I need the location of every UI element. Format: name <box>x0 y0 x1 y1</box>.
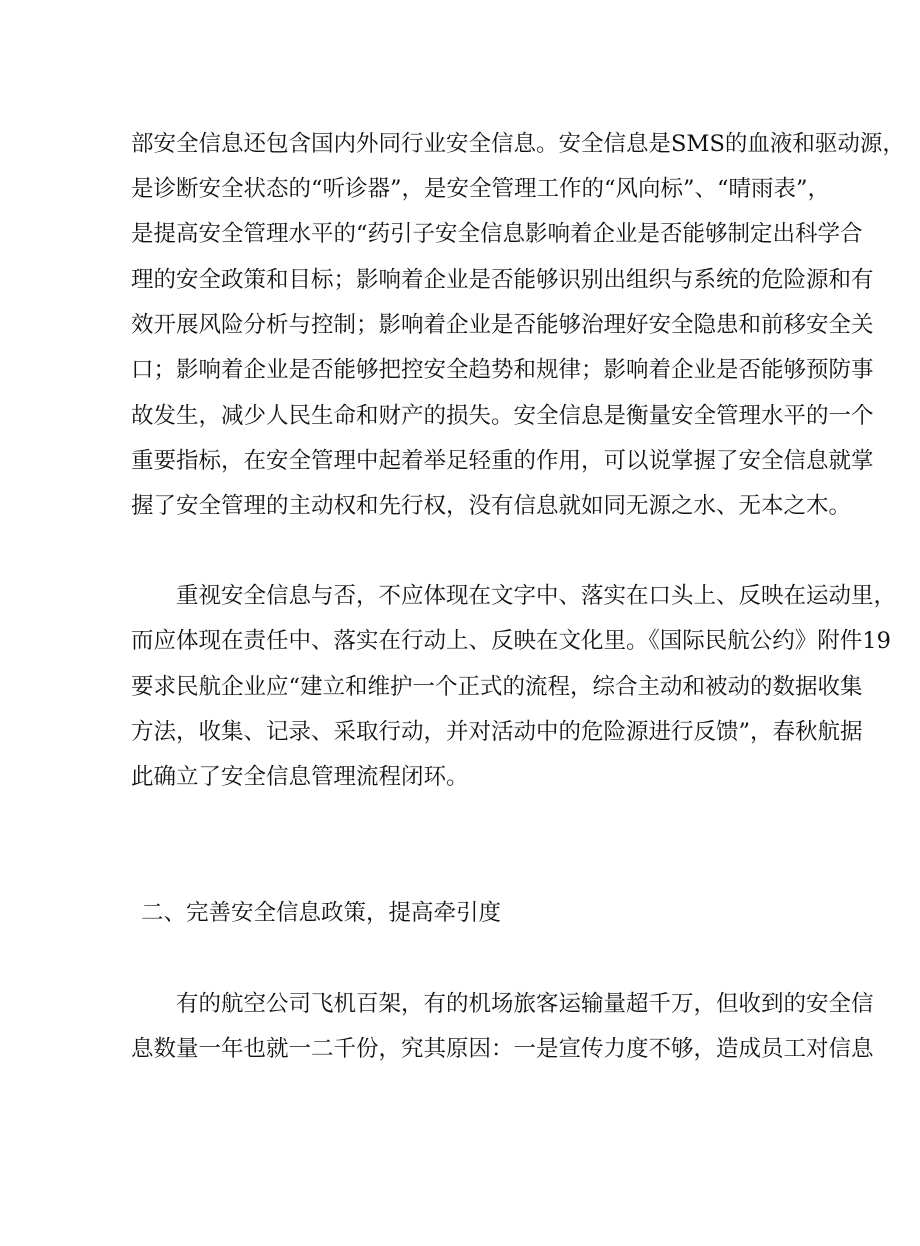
paragraph-line: 理的安全政策和目标；影响着企业是否能够识别出组织与系统的危险源和有 <box>131 267 874 293</box>
paragraph-line: 效开展风险分析与控制；影响着企业是否能够治理好安全隐患和前移安全关 <box>131 312 874 338</box>
paragraph-line: 是诊断安全状态的“听诊器”，是安全管理工作的“风向标”、“晴雨表”， <box>131 176 831 202</box>
paragraph-line: 方法，收集、记录、采取行动，并对活动中的危险源进行反馈”，春秋航据 <box>131 719 863 745</box>
paragraph-line: 息数量一年也就一二千份，究其原因：一是宣传力度不够，造成员工对信息 <box>131 1036 874 1062</box>
paragraph-line: 故发生，减少人民生命和财产的损失。安全信息是衡量安全管理水平的一个 <box>131 403 874 429</box>
paragraph-line: 是提高安全管理水平的“药引子安全信息影响着企业是否能够制定出科学合 <box>131 221 863 247</box>
paragraph-line: 有的航空公司飞机百架，有的机场旅客运输量超千万，但收到的安全信 <box>176 991 874 1017</box>
paragraph-line: 重视安全信息与否，不应体现在文字中、落实在口头上、反映在运动里， <box>176 583 897 609</box>
section-heading: 二、完善安全信息政策，提高牵引度 <box>141 900 502 926</box>
paragraph-line: 要求民航企业应“建立和维护一个正式的流程，综合主动和被动的数据收集 <box>131 674 863 700</box>
paragraph-line: 握了安全管理的主动权和先行权，没有信息就如同无源之水、无本之木。 <box>131 493 852 519</box>
paragraph-line: 此确立了安全信息管理流程闭环。 <box>131 764 469 790</box>
paragraph-line: 部安全信息还包含国内外同行业安全信息。安全信息是SMS的血液和驱动源， <box>131 131 905 157</box>
paragraph-line: 重要指标，在安全管理中起着举足轻重的作用，可以说掌握了安全信息就掌 <box>131 448 874 474</box>
paragraph-line: 口；影响着企业是否能够把控安全趋势和规律；影响着企业是否能够预防事 <box>131 357 874 383</box>
paragraph-line: 而应体现在责任中、落实在行动上、反映在文化里。《国际民航公约》附件19 <box>131 628 891 654</box>
